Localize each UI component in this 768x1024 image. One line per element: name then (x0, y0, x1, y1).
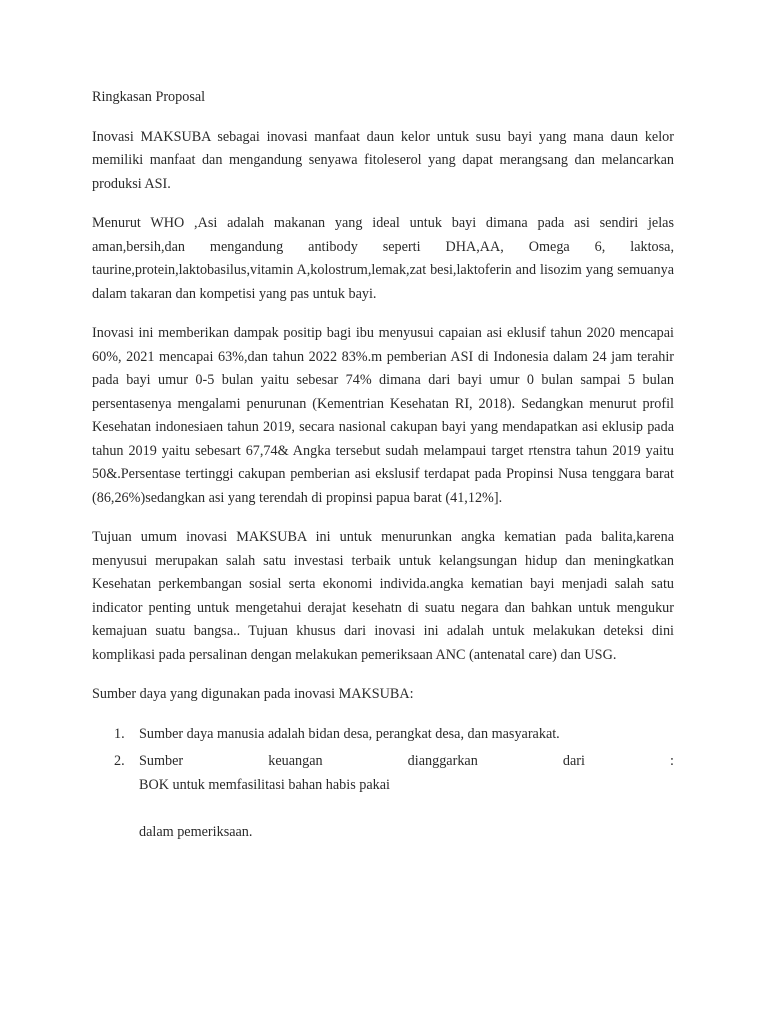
list-item (92, 723, 674, 747)
list-number: 2. (114, 753, 125, 769)
paragraph-goals: Tujuan umum inovasi MAKSUBA ini untuk menurunkan angka kematian pada balita,karena menyusui merupakan salah satu investasi terbaik untuk kelangsungan hidup dan meningkatkan Kesehatan perkembangan sosial serta ekonomi individa.angka kematian bayi menjadi salah satu indicator penting untuk mengetahui derajat kesehatn di suatu negara dan bahkan untuk mengukur kemajuan suatu bangsa.. Tujuan khusus dari inovasi ini adalah untuk melakukan deteksi dini komplikasi pada persalinan dengan melakukan pemeriksaan ANC (antenatal care) dan USG. (92, 529, 674, 663)
list-item-text: Sumber daya manusia adalah bidan desa, perangkat desa, dan masyarakat. (139, 725, 560, 742)
list-number: 1. (114, 725, 125, 742)
list-item-line-2: BOK untuk memfasilitasi bahan habis pakai (139, 776, 390, 793)
document-page (92, 86, 674, 849)
resources-list (92, 723, 674, 845)
document-title: Ringkasan Proposal (92, 89, 206, 105)
list-item-line-3: dalam pemeriksaan. (139, 824, 253, 840)
list-item-line-1: Sumber keuangan dianggarkan dari : (139, 753, 674, 769)
paragraph-resources-intro: Sumber daya yang digunakan pada inovasi MAKSUBA: (92, 686, 414, 702)
paragraph-impact: Inovasi ini memberikan dampak positip bagi ibu menyusui capaian asi eklusif tahun 2020 mencapai 60%, 2021 mencapai 63%,dan tahun 2022 83%.m pemberian ASI di Indonesia dalam 24 jam terahir pada bayi umur 0-5 bulan yaitu sebesar 74% dimana dari bayi umur 0 bulan sampai 5 bulan persentasenya mengalami penurunan (Kementrian Kesehatan RI, 2018). Sedangkan menurut profil Kesehatan indonesiaen tahun 2019, secara nasional cakupan bayi yang mendapatkan asi eklusip pada tahun 2019 yaitu sebesart 67,74& Angka tersebut sudah melampaui target rtenstra tahun 2019 yaitu 50&.Persentase tertinggi cakupan pemberian asi ekslusif terdapat pada Propinsi Nusa tenggara barat (86,26%)sedangkan asi yang terendah di propinsi papua barat (41,12%]. (92, 325, 674, 506)
paragraph-who: Menurut WHO ,Asi adalah makanan yang ideal untuk bayi dimana pada asi sendiri jelas aman,bersih,dan mengandung antibody seperti DHA,AA, Omega 6, laktosa, taurine,protein,laktobasilus,vitamin A,kolostrum,lemak,zat besi,laktoferin and lisozim yang semuanya dalam takaran dan kompetisi yang pas untuk bayi. (92, 215, 674, 302)
list-item (92, 750, 674, 845)
paragraph-intro: Inovasi MAKSUBA sebagai inovasi manfaat daun kelor untuk susu bayi yang mana daun kelor memiliki manfaat dan mengandung senyawa fitoleserol yang dapat merangsang dan melancarkan produksi ASI. (92, 128, 674, 192)
